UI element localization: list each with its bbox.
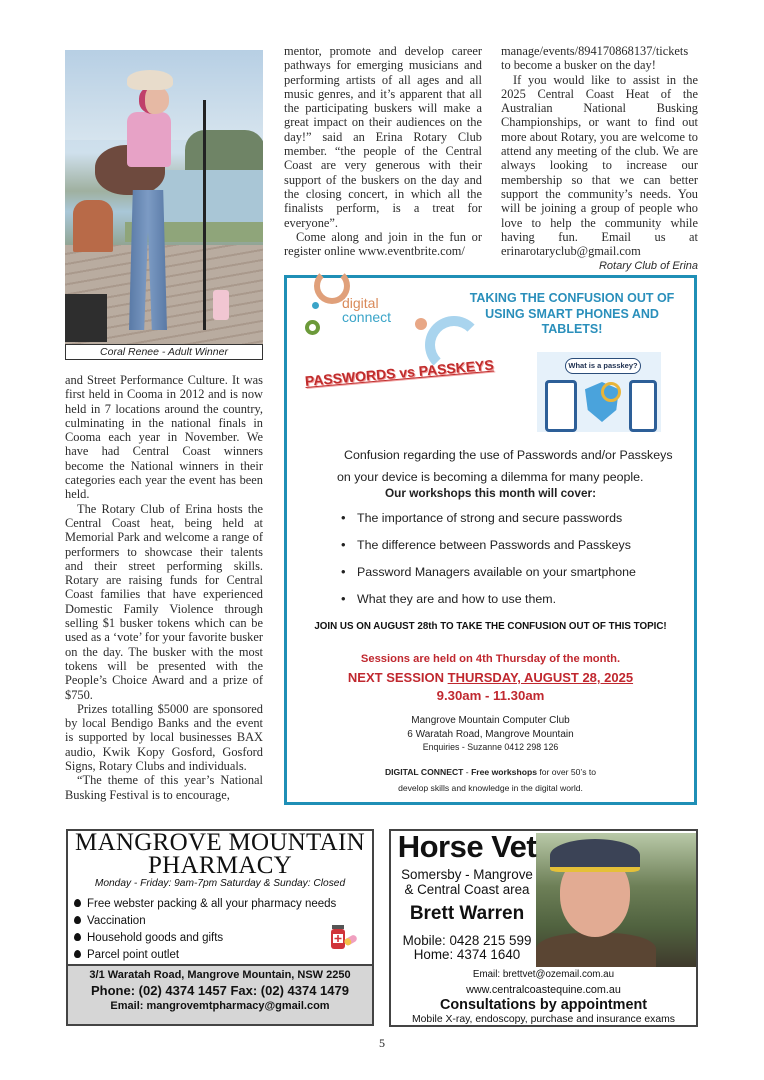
article-paragraph: Prizes totalling $5000 are sponsored by local Bendigo Banks and the event is supported by local businesses BAX audio, Kwik Kopy Gosford, Gosford Signs, Rotary Clubs and individuals. [65,701,263,774]
vet-email: Email: brettvet@ozemail.com.au [472,969,615,980]
key-icon [601,382,621,402]
vet-name: Brett Warren [409,903,525,924]
next-session-date: THURSDAY, AUGUST 28, 2025 [447,670,634,685]
decorative-dot-icon [312,302,319,309]
covers-list [341,504,636,612]
phone-icon [545,380,577,432]
list-item: Free webster packing & all your pharmacy needs [74,896,336,913]
medicine-icon [330,925,358,951]
drop-bullet-icon [74,950,81,958]
article-paragraph: The Rotary Club of Erina hosts the Central Coast heat, being held at Memorial Park and welcome a range of performers to showcase their talents and their street performing skills. Rotary are raising funds for Central Coast families that have experienced Domestic Family Violence through selling $1 busker tokens which can be used as a ‘vote’ for your favorite busker on the day. The busker with the most tokens will be presented with the People’s Choice Award and a prize of $750. [65,501,263,702]
digital-connect-logo: digital connect [342,295,392,325]
article-right-column [501,44,698,274]
passkey-bubble: What is a passkey? [565,358,641,374]
list-item: • What they are and how to use them. [341,585,636,612]
drop-bullet-icon [74,916,81,924]
venue-info: Mangrove Mountain Computer Club 6 Waratah Road, Mangrove Mountain [407,715,574,740]
article-paragraph: If you would like to assist in the 2025 Central Coast Heat of the Australian National Busking Championships, or want to find out more about Rotary, you are welcome to attend any meeting of the club. We are always looking to increase our membership so that we can better support the community’s needs. You will be joining a group of people who love to help the community while having fun. Email us at erinarotaryclub@gmail.com [501,72,698,259]
page-number: 5 [379,1036,385,1050]
pharmacy-title: MANGROVE MOUNTAIN PHARMACY [75,829,365,879]
next-session: NEXT SESSION THURSDAY, AUGUST 28, 2025 [347,670,634,685]
topic-title: PASSWORDS vs PASSKEYS [304,356,495,389]
drop-bullet-icon [74,899,81,907]
busker-photo [65,50,263,344]
intro-text: Confusion regarding the use of Passwords and/or Passkeys on your device is becoming a dilemma for many people. [337,448,673,484]
digital-connect-ad [284,275,697,805]
photo-caption: Coral Renee - Adult Winner [65,344,263,360]
enquiries: Enquiries - Suzanne 0412 298 126 [422,742,559,752]
sessions-info: Sessions are held on 4th Thursday of the month. [360,653,621,665]
passkey-illustration [537,352,661,432]
drop-bullet-icon [74,933,81,941]
pharmacy-address: 3/1 Waratah Road, Mangrove Mountain, NSW 2250 [89,969,351,981]
article-paragraph: and Street Performance Culture. It was first held in Cooma in 2012 and is now held in 7 locations around the country, culminating in the national finals in Cooma each year in November. We have had Central Coast winners become the National winners in their categories each year the event has been held. [65,373,263,502]
list-item: • The difference between Passwords and Passkeys [341,531,636,558]
pharmacy-ad [66,829,374,1026]
pharmacy-services [74,896,336,964]
vet-website: www.centralcoastequine.com.au [466,984,621,996]
pharmacy-phone: Phone: (02) 4374 1457 Fax: (02) 4374 1479 [91,983,349,998]
list-item: Parcel point outlet [74,947,336,964]
article-paragraph: manage/events/894170868137/tickets to become a busker on the day! [501,44,689,73]
list-item: Vaccination [74,913,336,930]
list-item: Household goods and gifts [74,930,336,947]
horse-vet-ad [389,829,698,1027]
free-workshops-note: DIGITAL CONNECT - Free workshops for over 50’s to develop skills and knowledge in the digital world. [384,767,597,793]
covers-heading: Our workshops this month will cover: [384,486,597,500]
pharmacy-email: Email: mangrovemtpharmacy@gmail.com [110,1000,330,1012]
vet-phones: Mobile: 0428 215 599 Home: 4374 1640 [402,933,532,962]
service-area: Somersby - Mangrove & Central Coast area [401,867,533,897]
vet-photo [536,833,696,967]
article-paragraph: Come along and join in the fun or register online www.eventbrite.com/ [284,229,482,259]
join-banner: JOIN US ON AUGUST 28th TO TAKE THE CONFUSION OUT OF THIS TOPIC! [314,621,667,632]
article-left-column [65,373,263,802]
article-middle-column [284,44,482,258]
article-paragraph: mentor, promote and develop career pathways for emerging musicians and performing artists of all ages and all music genres, and it’s apparent that all the participating buskers will make a great impact on their audiences on the day!” said an Erina Rotary Club member. “the people of the Central Coast are very generous with their support of the buskers on the day and the closing concert, in which all the finalists perform, is a treat for everyone”. [284,44,482,230]
list-item: • Password Managers available on your smartphone [341,558,636,585]
session-time: 9.30am - 11.30am [436,688,545,703]
decorative-ring-icon [305,320,320,335]
vet-services: Mobile X-ray, endoscopy, purchase and insurance exams [412,1014,675,1025]
digital-connect-headline: TAKING THE CONFUSION OUT OF USING SMART PHONES AND TABLETS! [469,291,675,336]
article-paragraph: “The theme of this year’s National Busking Festival is to encourage, [65,773,263,802]
horse-vet-title: Horse Vet [397,829,537,864]
pharmacy-hours: Monday - Friday: 9am-7pm Saturday & Sunday: Closed [94,878,346,889]
list-item: • The importance of strong and secure passwords [341,504,636,531]
article-signature: Rotary Club of Erina [598,260,698,273]
consultations: Consultations by appointment [439,997,648,1013]
decorative-dot-icon [415,318,427,330]
pharmacy-contact [68,964,372,1024]
fingerprint-phone-icon [629,380,657,432]
